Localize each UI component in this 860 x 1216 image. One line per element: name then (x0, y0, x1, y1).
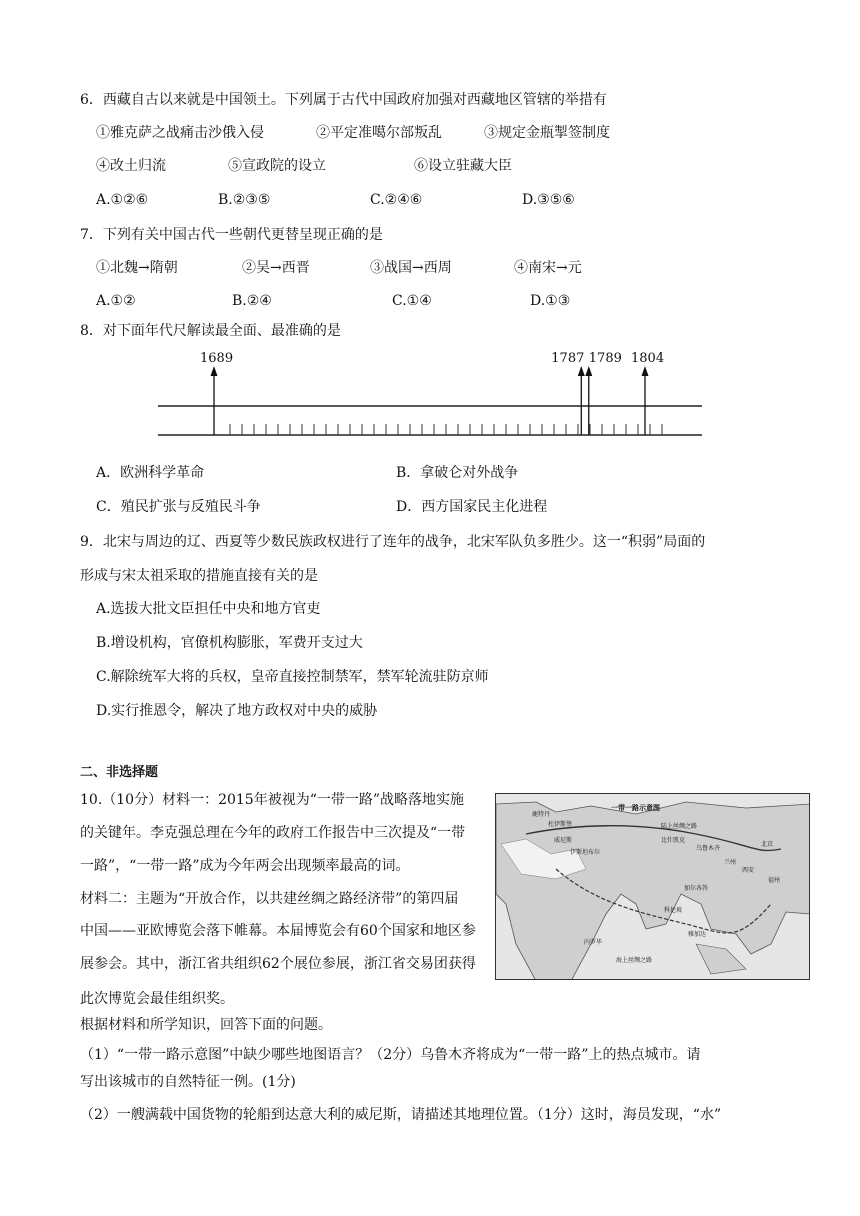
map-label-duisburg: 杜伊斯堡 (548, 821, 573, 828)
q6-option-b: B.②③⑤ (218, 192, 271, 208)
map-title: 一带一路示意图 (611, 804, 660, 812)
q8-option-a: A．欧洲科学革命 (96, 465, 205, 481)
map-label-lanzhou: 兰州 (724, 859, 737, 866)
q10-line-8: 根据材料和所学知识，回答下面的问题。 (80, 1017, 332, 1033)
q8-option-d: D．西方国家民主化进程 (396, 499, 548, 515)
q9-option-d: D.实行推恩令，解决了地方政权对中央的威胁 (96, 703, 378, 719)
q6-option-c: C.②④⑥ (370, 192, 423, 208)
timeline-arrowhead-1689 (211, 366, 218, 376)
q7-option-c: C.①④ (392, 293, 432, 309)
timeline-ticks (230, 424, 662, 435)
q8-option-b: B．拿破仑对外战争 (396, 465, 519, 481)
q10-sub2-line-1: （2）一艘满载中国货物的轮船到达意大利的威尼斯，请描述其地理位置。（1分）这时，海员发现，“水” (80, 1107, 722, 1123)
q9-option-c: C.解除统军大将的兵权，皇帝直接控制禁军，禁军轮流驻防京师 (96, 669, 489, 685)
q6-option-a: A.①②⑥ (96, 192, 149, 208)
map-label-venice: 威尼斯 (554, 837, 573, 844)
map-label-sea-road: 海上丝绸之路 (616, 957, 653, 964)
q9-option-a: A.选拔大批文臣担任中央和地方官吏 (96, 601, 321, 617)
map-label-fuzhou: 福州 (768, 877, 781, 884)
section-title: 二、非选择题 (80, 765, 159, 780)
timeline-year-label: 1787 (551, 351, 585, 366)
q7-option-a: A.①② (96, 293, 136, 309)
timeline-year-label: 1689 (200, 351, 234, 366)
map-label-urumqi: 乌鲁木齐 (696, 845, 721, 852)
map-label-rotterdam: 鹿特丹 (532, 811, 551, 818)
q9-option-b: B.增设机构，官僚机构膨胀，军费开支过大 (96, 635, 363, 651)
timeline-arrowhead-1787 (578, 366, 585, 376)
q10-line-3: 一路”，“一带一路”成为今年两会出现频率最高的词。 (80, 858, 410, 874)
q10-line-2: 的关键年。李克强总理在今年的政府工作报告中三次提及“一带 (80, 825, 466, 841)
q9-stem-line-1: 9．北宋与周边的辽、西夏等少数民族政权进行了连年的战争，北宋军队负多胜少。这一“积弱”局面的 (80, 534, 706, 550)
map-label-nairobi: 内罗毕 (584, 939, 603, 946)
q6-item-4: ④改土归流 (96, 158, 166, 174)
map-label-kolkata: 加尔各答 (684, 885, 709, 892)
map-label-land-road: 陆上丝绸之路 (661, 823, 698, 830)
q10-line-5: 中国——亚欧博览会落下帷幕。本届博览会有60个国家和地区参 (80, 923, 476, 939)
q7-item-4: ④南宋→元 (514, 260, 582, 276)
q7-option-b: B.②④ (232, 293, 272, 309)
timeline-ruler (150, 350, 710, 442)
q7-item-2: ②吴→西晋 (242, 260, 310, 276)
timeline-arrowhead-1789 (585, 366, 592, 376)
q10-line-4: 材料二：主题为“开放合作，以共建丝绸之路经济带”的第四届 (80, 891, 459, 907)
map-label-beijing: 北京 (761, 841, 774, 848)
map-label-xian: 西安 (742, 867, 755, 874)
q10-line-6: 展参会。其中，浙江省共组织62个展位参展，浙江省交易团获得 (80, 956, 476, 972)
q10-line-1: 10.（10分）材料一：2015年被视为“一带一路”战略落地实施 (80, 792, 465, 808)
map-label-istanbul: 伊斯坦布尔 (570, 849, 601, 856)
belt-road-map (495, 793, 810, 980)
map-label-jakarta: 雅加达 (688, 931, 707, 938)
q6-option-d: D.③⑤⑥ (522, 192, 575, 208)
q10-sub1-line-1: （1）“一带一路示意图”中缺少哪些地图语言？（2分）乌鲁木齐将成为“一带一路”上的热点城市。请 (80, 1047, 701, 1063)
q6-item-3: ③规定金瓶掣签制度 (484, 125, 610, 141)
q7-item-3: ③战国→西周 (370, 260, 452, 276)
timeline-arrowhead-1804 (642, 366, 649, 376)
q6-item-2: ②平定准噶尔部叛乱 (316, 125, 442, 141)
q8-option-c: C．殖民扩张与反殖民斗争 (96, 499, 261, 515)
q9-stem-line-2: 形成与宋太祖采取的措施直接有关的是 (80, 568, 318, 584)
q7-item-1: ①北魏→隋朝 (96, 260, 178, 276)
q6-item-6: ⑥设立驻藏大臣 (414, 158, 512, 174)
timeline-year-label: 1804 (631, 351, 665, 366)
q6-item-1: ①雅克萨之战痛击沙俄入侵 (96, 125, 264, 141)
map-label-bishkek: 比什凯克 (661, 837, 686, 844)
q6-stem: 6．西藏自古以来就是中国领土。下列属于古代中国政府加强对西藏地区管辖的举措有 (80, 92, 607, 108)
q6-item-5: ⑤宣政院的设立 (228, 158, 326, 174)
q10-sub1-line-2: 写出该城市的自然特征一例。(1分) (80, 1074, 296, 1090)
timeline-arrows (200, 351, 664, 435)
timeline-year-label: 1789 (588, 351, 622, 366)
q7-option-d: D.①③ (530, 293, 571, 309)
q8-stem: 8．对下面年代尺解读最全面、最准确的是 (80, 323, 341, 339)
q7-stem: 7．下列有关中国古代一些朝代更替呈现正确的是 (80, 227, 383, 243)
map-label-colombo: 科伦坡 (664, 907, 683, 914)
q10-line-7: 此次博览会最佳组织奖。 (80, 991, 234, 1007)
